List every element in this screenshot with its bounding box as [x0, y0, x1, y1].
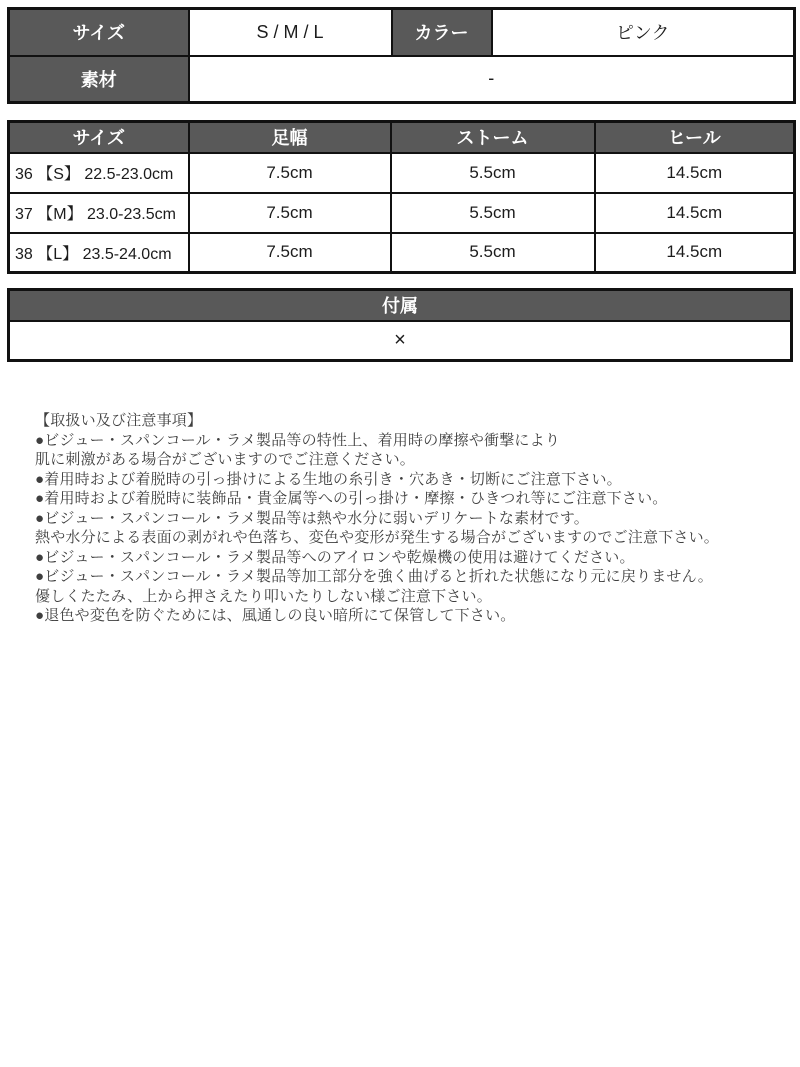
care-note-line: ●ビジュー・スパンコール・ラメ製品等の特性上、着用時の摩擦や衝撃により	[35, 431, 561, 449]
spacer	[7, 274, 793, 288]
care-note-line: ●退色や変色を防ぐためには、風通しの良い暗所にて保管して下さい。	[35, 607, 516, 624]
size-chart-cell: 36 【S】 22.5-23.0cm	[9, 153, 189, 193]
care-note-line: ●着用時および着脱時に装飾品・貴金属等への引っ掛け・摩擦・ひきつれ等にご注意下さい。	[35, 490, 668, 507]
spacer	[7, 104, 793, 120]
size-chart-cell: 7.5cm	[189, 153, 391, 193]
size-chart-cell: 5.5cm	[391, 233, 595, 273]
care-notes	[7, 411, 793, 626]
size-chart-cell: 5.5cm	[391, 153, 595, 193]
care-note-line: ●ビジュー・スパンコール・ラメ製品等は熱や水分に弱いデリケートな素材です。	[35, 509, 589, 527]
care-note-line: ●ビジュー・スパンコール・ラメ製品等へのアイロンや乾燥機の使用は避けてください。	[35, 548, 635, 566]
care-note-line: ●着用時および着脱時の引っ掛けによる生地の糸引き・穴あき・切断にご注意下さい。	[35, 470, 622, 488]
size-chart-header-footwidth: 足幅	[189, 122, 391, 153]
size-chart-cell: 5.5cm	[391, 193, 595, 233]
table-row	[9, 233, 795, 273]
care-note-line: 優しくたたみ、上から押さえたり叩いたりしない様ご注意下さい。	[35, 587, 492, 605]
spec-size-label: サイズ	[9, 9, 189, 56]
table-row	[9, 9, 795, 56]
table-row	[9, 193, 795, 233]
size-chart-cell: 7.5cm	[189, 193, 391, 233]
product-spec-table	[7, 7, 796, 104]
size-chart-header-storm: ストーム	[391, 122, 595, 153]
size-chart-cell: 7.5cm	[189, 233, 391, 273]
size-chart-cell: 37 【M】 23.0-23.5cm	[9, 193, 189, 233]
table-row	[9, 56, 795, 103]
size-chart-header-size: サイズ	[9, 122, 189, 153]
care-note-line: ●ビジュー・スパンコール・ラメ製品等加工部分を強く曲げると折れた状態になり元に戻りません。	[35, 568, 713, 585]
size-chart-header-heel: ヒール	[595, 122, 795, 153]
accessory-table	[7, 288, 793, 362]
care-note-line: 熱や水分による表面の剥がれや色落ち、変色や変形が発生する場合がございますのでご注意下さい。	[35, 529, 720, 546]
table-row	[9, 321, 792, 361]
table-header-row	[9, 290, 792, 321]
accessory-value: ×	[9, 321, 792, 361]
spec-color-label: カラー	[392, 9, 492, 56]
accessory-header: 付属	[9, 290, 792, 321]
spec-material-value: -	[189, 56, 795, 103]
size-chart-cell: 14.5cm	[595, 193, 795, 233]
spec-color-value: ピンク	[492, 9, 795, 56]
size-chart-table	[7, 120, 796, 274]
care-note-line: 肌に刺激がある場合がございますのでご注意ください。	[35, 451, 416, 468]
table-header-row	[9, 122, 795, 153]
table-row	[9, 153, 795, 193]
spec-size-value: S / M / L	[189, 9, 392, 56]
size-chart-cell: 14.5cm	[595, 233, 795, 273]
spec-material-label: 素材	[9, 56, 189, 103]
care-notes-title: 【取扱い及び注意事項】	[35, 412, 203, 429]
size-chart-cell: 38 【L】 23.5-24.0cm	[9, 233, 189, 273]
size-chart-cell: 14.5cm	[595, 153, 795, 193]
